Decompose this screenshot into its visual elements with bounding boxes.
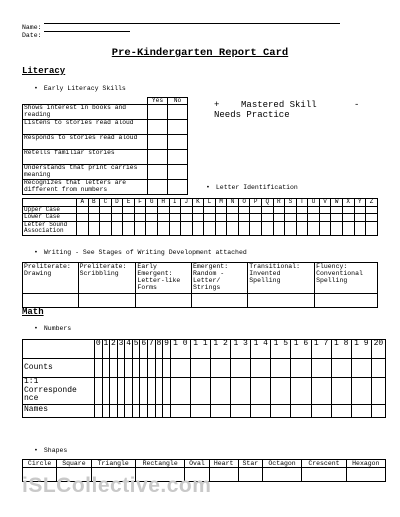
letter-cell[interactable] [285, 221, 297, 235]
letter-cell[interactable] [204, 221, 216, 235]
number-cell[interactable] [251, 378, 271, 405]
date-line[interactable] [44, 31, 130, 32]
letter-cell[interactable] [250, 221, 262, 235]
letter-cell[interactable] [111, 214, 123, 222]
letter-header: B [88, 199, 100, 207]
number-header: 1 4 [251, 340, 271, 359]
row-label: Names [23, 404, 95, 417]
letter-cell[interactable] [354, 214, 366, 222]
letter-cell[interactable] [238, 206, 250, 214]
table-row [23, 359, 386, 378]
number-cell[interactable] [371, 404, 385, 417]
letter-cell[interactable] [192, 206, 204, 214]
number-cell[interactable] [140, 378, 148, 405]
letter-cell[interactable] [204, 214, 216, 222]
writing-stages-table [22, 262, 378, 308]
number-cell[interactable] [231, 404, 251, 417]
letter-header: W [331, 199, 343, 207]
letter-header: M [215, 199, 227, 207]
letter-cell[interactable] [273, 214, 285, 222]
number-cell[interactable] [170, 378, 190, 405]
number-cell[interactable] [102, 359, 110, 378]
number-cell[interactable] [170, 359, 190, 378]
number-cell[interactable] [163, 359, 171, 378]
letter-header: E [123, 199, 135, 207]
letter-cell[interactable] [227, 206, 239, 214]
letter-cell[interactable] [331, 221, 343, 235]
letter-cell[interactable] [308, 214, 320, 222]
yes-cell[interactable] [148, 180, 168, 195]
letter-cell[interactable] [296, 206, 308, 214]
number-cell[interactable] [148, 359, 156, 378]
number-cell[interactable] [155, 359, 163, 378]
watermark: iSLCollective.com [22, 474, 212, 497]
writing-stage-row [23, 263, 378, 294]
letter-cell[interactable] [273, 206, 285, 214]
letter-cell[interactable] [77, 214, 89, 222]
number-header: 6 [140, 340, 148, 359]
table-row [23, 105, 188, 120]
letter-cell[interactable] [262, 214, 274, 222]
number-cell[interactable] [102, 378, 110, 405]
mastered-skill-label: Mastered Skill [241, 100, 317, 110]
letter-cell[interactable] [342, 206, 354, 214]
literacy-heading: Literacy [22, 66, 66, 76]
number-header: 7 [148, 340, 156, 359]
table-row [23, 378, 386, 405]
letter-cell[interactable] [215, 221, 227, 235]
number-cell[interactable] [271, 359, 291, 378]
shape-label: Crescent [302, 460, 346, 468]
number-header: 1 3 [231, 340, 251, 359]
number-cell[interactable] [95, 404, 103, 417]
letter-header: K [192, 199, 204, 207]
letter-header: C [100, 199, 112, 207]
row-label: Lower Case [23, 214, 77, 222]
number-cell[interactable] [117, 378, 125, 405]
number-cell[interactable] [231, 359, 251, 378]
letter-header: A [77, 199, 89, 207]
letter-cell[interactable] [181, 214, 193, 222]
writing-mark-row [23, 294, 378, 308]
letter-cell[interactable] [181, 206, 193, 214]
writing-bullet: • Writing - See Stages of Writing Development attached [34, 249, 247, 256]
letter-cell[interactable] [227, 221, 239, 235]
name-label: Name: [22, 24, 42, 31]
no-cell[interactable] [168, 180, 188, 195]
letter-header: H [157, 199, 169, 207]
letter-cell[interactable] [273, 221, 285, 235]
letter-cell[interactable] [342, 214, 354, 222]
letter-cell[interactable] [285, 214, 297, 222]
number-cell[interactable] [251, 359, 271, 378]
number-cell[interactable] [231, 378, 251, 405]
letter-cell[interactable] [123, 206, 135, 214]
writing-mark-cell[interactable] [136, 294, 192, 308]
shape-label: Star [238, 460, 262, 468]
letter-cell[interactable] [204, 206, 216, 214]
letter-header: V [319, 199, 331, 207]
col-yes: Yes [148, 98, 168, 105]
number-header: 2 [110, 340, 118, 359]
letter-cell[interactable] [192, 214, 204, 222]
skill-label: Retells familiar stories [23, 150, 148, 165]
letter-cell[interactable] [157, 206, 169, 214]
math-heading: Math [22, 307, 44, 317]
number-header: 5 [132, 340, 140, 359]
writing-mark-cell[interactable] [191, 294, 247, 308]
letter-cell[interactable] [192, 221, 204, 235]
shape-label: Octagon [262, 460, 301, 468]
letter-cell[interactable] [354, 206, 366, 214]
letter-cell[interactable] [111, 221, 123, 235]
number-cell[interactable] [211, 404, 231, 417]
writing-mark-cell[interactable] [248, 294, 315, 308]
shape-label: Rectangle [135, 460, 184, 468]
row-label: Counts [23, 359, 95, 378]
needs-practice-label: Needs Practice [214, 110, 290, 120]
letter-cell[interactable] [227, 214, 239, 222]
number-cell[interactable] [163, 404, 171, 417]
no-cell[interactable] [168, 150, 188, 165]
number-cell[interactable] [291, 378, 311, 405]
letter-cell[interactable] [366, 206, 378, 214]
letter-cell[interactable] [215, 206, 227, 214]
yes-cell[interactable] [148, 165, 168, 180]
numbers-bullet: • Numbers [34, 325, 71, 332]
number-header: 1 1 [190, 340, 210, 359]
letter-cell[interactable] [319, 206, 331, 214]
shapes-header-row [23, 460, 386, 468]
shape-label: Circle [23, 460, 57, 468]
letter-cell[interactable] [250, 214, 262, 222]
letter-cell[interactable] [238, 214, 250, 222]
number-header: 1 0 [170, 340, 190, 359]
letter-cell[interactable] [181, 221, 193, 235]
letter-cell[interactable] [262, 206, 274, 214]
table-row [23, 135, 188, 150]
number-cell[interactable] [125, 378, 133, 405]
letter-cell[interactable] [169, 206, 181, 214]
letter-cell[interactable] [296, 221, 308, 235]
letter-cell[interactable] [134, 214, 146, 222]
writing-stage-label: Fluency: Conventional Spelling [315, 263, 378, 294]
number-cell[interactable] [190, 378, 210, 405]
letter-header: T [296, 199, 308, 207]
letter-id-bullet: • Letter Identification [206, 184, 298, 191]
yes-cell[interactable] [148, 150, 168, 165]
corner-cell [23, 340, 95, 359]
letter-cell[interactable] [366, 221, 378, 235]
shape-cell[interactable] [302, 468, 346, 482]
letter-cell[interactable] [238, 221, 250, 235]
letter-cell[interactable] [354, 221, 366, 235]
letter-cell[interactable] [123, 221, 135, 235]
letter-cell[interactable] [111, 206, 123, 214]
number-cell[interactable] [110, 378, 118, 405]
number-cell[interactable] [351, 378, 371, 405]
page-title: Pre-Kindergarten Report Card [111, 47, 289, 59]
letter-cell[interactable] [285, 206, 297, 214]
number-cell[interactable] [125, 404, 133, 417]
number-cell[interactable] [251, 404, 271, 417]
letter-header: X [342, 199, 354, 207]
number-header: 3 [117, 340, 125, 359]
table-row [23, 165, 188, 180]
number-header: 1 2 [211, 340, 231, 359]
row-label: Letter Sound Association [23, 221, 77, 235]
name-line[interactable] [44, 23, 340, 24]
number-header: 4 [125, 340, 133, 359]
number-cell[interactable] [351, 359, 371, 378]
number-cell[interactable] [163, 378, 171, 405]
letter-header: Q [262, 199, 274, 207]
number-cell[interactable] [331, 404, 351, 417]
table-row [23, 150, 188, 165]
letter-cell[interactable] [331, 214, 343, 222]
number-cell[interactable] [132, 359, 140, 378]
table-row [23, 404, 386, 417]
letter-cell[interactable] [88, 214, 100, 222]
letter-cell[interactable] [157, 214, 169, 222]
corner-cell [23, 199, 77, 207]
date-label: Date: [22, 32, 42, 39]
skill-label: Listens to stories read aloud [23, 120, 148, 135]
writing-mark-cell[interactable] [315, 294, 378, 308]
table-row [23, 180, 188, 195]
number-cell[interactable] [170, 404, 190, 417]
yes-cell[interactable] [148, 105, 168, 120]
number-header: 9 [163, 340, 171, 359]
letter-cell[interactable] [146, 206, 158, 214]
letter-header: D [111, 199, 123, 207]
shapes-bullet: • Shapes [34, 447, 67, 454]
number-cell[interactable] [190, 359, 210, 378]
letter-header: N [227, 199, 239, 207]
shape-label: Heart [209, 460, 238, 468]
number-cell[interactable] [140, 404, 148, 417]
number-cell[interactable] [95, 378, 103, 405]
numbers-header-row [23, 340, 386, 359]
number-cell[interactable] [211, 378, 231, 405]
number-cell[interactable] [190, 404, 210, 417]
writing-stage-label: Preliterate: Scribbling [78, 263, 136, 294]
number-cell[interactable] [271, 404, 291, 417]
table-row [23, 206, 378, 214]
number-cell[interactable] [211, 359, 231, 378]
letter-cell[interactable] [250, 206, 262, 214]
letter-header: Z [366, 199, 378, 207]
yes-cell[interactable] [148, 120, 168, 135]
letter-cell[interactable] [88, 206, 100, 214]
number-cell[interactable] [117, 404, 125, 417]
number-cell[interactable] [311, 404, 331, 417]
writing-stage-label: Emergent: Random - Letter/ Strings [191, 263, 247, 294]
no-cell[interactable] [168, 135, 188, 150]
writing-mark-cell[interactable] [78, 294, 136, 308]
plus-symbol: + [214, 100, 220, 110]
letter-cell[interactable] [134, 221, 146, 235]
table-row [23, 214, 378, 222]
shape-label: Hexagon [346, 460, 385, 468]
letter-cell[interactable] [215, 214, 227, 222]
writing-stage-label: Preliterate: Drawing [23, 263, 79, 294]
letter-cell[interactable] [319, 221, 331, 235]
letter-cell[interactable] [123, 214, 135, 222]
shape-label: Oval [185, 460, 209, 468]
letter-header: L [204, 199, 216, 207]
letter-header: P [250, 199, 262, 207]
number-cell[interactable] [311, 359, 331, 378]
letter-id-table [22, 198, 378, 236]
letter-header: O [238, 199, 250, 207]
shape-cell[interactable] [262, 468, 301, 482]
number-cell[interactable] [132, 404, 140, 417]
letter-cell[interactable] [262, 221, 274, 235]
number-cell[interactable] [371, 359, 385, 378]
number-header: 1 [102, 340, 110, 359]
writing-stage-label: Early Emergent: Letter-like Forms [136, 263, 192, 294]
number-header: 1 6 [291, 340, 311, 359]
number-cell[interactable] [148, 404, 156, 417]
number-cell[interactable] [110, 404, 118, 417]
number-cell[interactable] [95, 359, 103, 378]
letter-header: U [308, 199, 320, 207]
number-cell[interactable] [291, 404, 311, 417]
number-header: 1 9 [351, 340, 371, 359]
letter-cell[interactable] [308, 221, 320, 235]
letter-header: R [273, 199, 285, 207]
number-cell[interactable] [311, 378, 331, 405]
letter-cell[interactable] [157, 221, 169, 235]
numbers-table [22, 339, 386, 418]
no-cell[interactable] [168, 120, 188, 135]
letter-cell[interactable] [169, 221, 181, 235]
writing-stage-label: Transitional: Invented Spelling [248, 263, 315, 294]
letter-cell[interactable] [319, 214, 331, 222]
letter-cell[interactable] [100, 221, 112, 235]
skill-label: Understands that print carries meaning [23, 165, 148, 180]
letter-cell[interactable] [134, 206, 146, 214]
number-header: 1 8 [331, 340, 351, 359]
letter-cell[interactable] [366, 214, 378, 222]
letter-cell[interactable] [100, 214, 112, 222]
early-literacy-bullet: • Early Literacy Skills [34, 85, 126, 92]
letters-header-row [23, 199, 378, 207]
table-row [23, 120, 188, 135]
number-header: 8 [155, 340, 163, 359]
letter-cell[interactable] [296, 214, 308, 222]
letter-cell[interactable] [146, 221, 158, 235]
col-no: No [168, 98, 188, 105]
number-cell[interactable] [331, 359, 351, 378]
table-row [23, 221, 378, 235]
number-cell[interactable] [331, 378, 351, 405]
letter-cell[interactable] [308, 206, 320, 214]
letter-header: I [169, 199, 181, 207]
number-cell[interactable] [117, 359, 125, 378]
row-label: Upper Case [23, 206, 77, 214]
number-cell[interactable] [371, 378, 385, 405]
letter-header: S [285, 199, 297, 207]
letter-cell[interactable] [100, 206, 112, 214]
number-cell[interactable] [155, 404, 163, 417]
number-cell[interactable] [155, 378, 163, 405]
yes-cell[interactable] [148, 135, 168, 150]
number-cell[interactable] [291, 359, 311, 378]
no-cell[interactable] [168, 105, 188, 120]
shape-cell[interactable] [346, 468, 385, 482]
letter-cell[interactable] [77, 221, 89, 235]
early-literacy-table [22, 97, 188, 195]
number-cell[interactable] [102, 404, 110, 417]
number-header: 0 [95, 340, 103, 359]
letter-cell[interactable] [169, 214, 181, 222]
letter-header: Y [354, 199, 366, 207]
skill-label: Recognizes that letters are different from numbers [23, 180, 148, 195]
letter-header: J [181, 199, 193, 207]
number-cell[interactable] [140, 359, 148, 378]
shape-cell[interactable] [209, 468, 238, 482]
number-header: 1 7 [311, 340, 331, 359]
number-cell[interactable] [351, 404, 371, 417]
number-cell[interactable] [148, 378, 156, 405]
row-label: 1:1 Corresponde nce [23, 378, 95, 405]
skill-label: Responds to stories read aloud [23, 135, 148, 150]
number-cell[interactable] [125, 359, 133, 378]
shape-label: Square [57, 460, 91, 468]
number-cell[interactable] [110, 359, 118, 378]
legend [214, 100, 374, 120]
number-header: 20 [371, 340, 385, 359]
no-cell[interactable] [168, 165, 188, 180]
number-header: 1 5 [271, 340, 291, 359]
writing-mark-cell[interactable] [23, 294, 79, 308]
letter-cell[interactable] [77, 206, 89, 214]
letter-cell[interactable] [146, 214, 158, 222]
letter-cell[interactable] [342, 221, 354, 235]
letter-cell[interactable] [88, 221, 100, 235]
letter-cell[interactable] [331, 206, 343, 214]
number-cell[interactable] [132, 378, 140, 405]
skill-label: Shows interest in books and reading [23, 105, 148, 120]
shape-label: Triangle [91, 460, 135, 468]
number-cell[interactable] [271, 378, 291, 405]
letter-header: F [134, 199, 146, 207]
minus-symbol: - [354, 100, 360, 110]
shape-cell[interactable] [238, 468, 262, 482]
letter-header: G [146, 199, 158, 207]
